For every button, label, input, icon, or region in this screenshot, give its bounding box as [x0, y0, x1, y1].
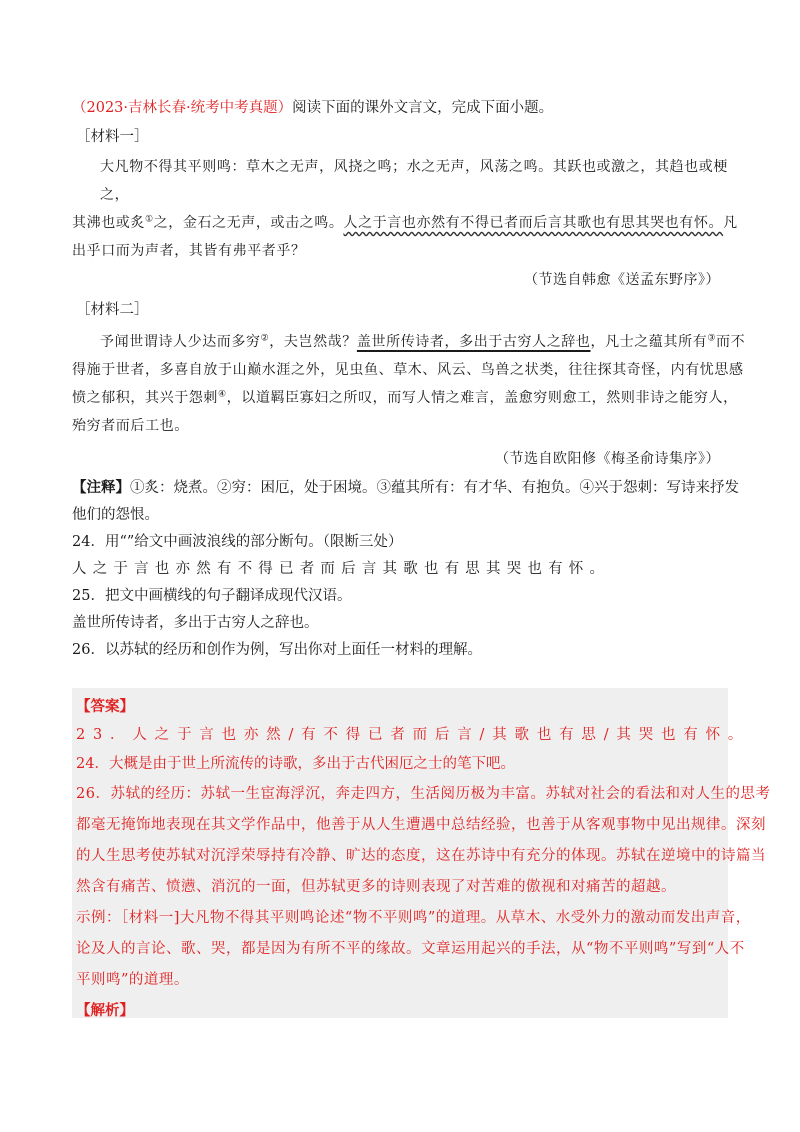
answer-26-line1: 26．苏轼的经历：苏轼一生宦海浮沉，奔走四方，生活阅历极为丰富。苏轼对社会的看法和对人生的思考: [76, 786, 771, 802]
example-line3: 平则鸣”的道理。: [76, 972, 189, 988]
question-25: 25．把文中画横线的句子翻译成现代汉语。: [72, 588, 352, 604]
text-span: ，凡士之蕴其所有: [590, 334, 708, 350]
answer-24: 24．大概是由于世上所流传的诗歌，多出于古代困厄之士的笔下吧。: [76, 756, 515, 772]
material1-label: ［材料一］: [76, 129, 149, 145]
material1-line1: 大凡物不得其平则鸣：草木之无声，风挠之鸣；水之无声，风荡之鸣。其跃也或激之，其趋也或梗之，: [100, 159, 728, 203]
answer-label: 【答案】: [76, 698, 134, 715]
material2-text: [72, 328, 746, 474]
answer-26-line3: 的人生思考使苏轼对沉浮荣辱持有冷静、旷达的态度，这在苏诗中有充分的体现。苏轼在逆境中的诗篇当: [76, 848, 766, 864]
footnote-1: ①: [145, 214, 154, 225]
material1-line3: 出乎口而为声者，其皆有弗平者乎？: [72, 243, 306, 259]
notes-text: ①炙：烧煮。②穷：困厄，处于困境。③蕴其所有：有才华、有抱负。④兴于怨刺：写诗来抒发: [130, 480, 739, 496]
example-line1: 示例：［材料一]大凡物不得其平则鸣论述“物不平则鸣”的道理。从草木、水受外力的激动而发出声音，: [76, 910, 751, 926]
material1-source: （节选自韩愈《送孟东野序》）: [524, 272, 720, 288]
question-24-text: 人之于言也亦然有不得已者而后言其歌也有思其哭也有怀。: [72, 561, 611, 577]
question-24: 24．用“”给文中画波浪线的部分断句。（限断三处）: [72, 534, 403, 550]
text-span: 其沸也或炙: [72, 215, 145, 231]
question-section: [72, 95, 746, 664]
question-26: 26．以苏轼的经历和创作为例，写出你对上面任一材料的理解。: [72, 642, 482, 658]
material2-line2: 得施于世者，多喜自放于山巅水涯之外，见虫鱼、草木、风云、鸟兽之状类，往往探其奇怪，内有忧思感: [72, 362, 744, 378]
analysis-label: 【解析】: [76, 1002, 134, 1019]
material1-line2: [72, 209, 738, 237]
text-span: 愤之郁积，其兴于怨刺: [72, 390, 218, 406]
notes-line2: 他们的怨恨。: [72, 507, 159, 523]
text-span: 之，金石之无声，或击之鸣。: [153, 215, 344, 231]
wavy-underlined-sentence: 人之于言也亦然有不得已者而后言其歌也有思其哭也有怀。: [343, 215, 724, 231]
underlined-sentence: 盖世所传诗者，多出于古穷人之辞也: [356, 334, 591, 350]
answer-26-line4: 然含有痛苦、愤懑、消沉的一面，但苏轼更多的诗则表现了对苦难的傲视和对痛苦的超越。: [76, 879, 676, 895]
material2-line3: [72, 384, 738, 412]
material2-label: ［材料二］: [76, 302, 149, 318]
instruction: 阅读下面的课外文言文，完成下面小题。: [292, 100, 554, 116]
example-line2: 论及人的言论、歌、哭，都是因为有所不平的缘故。文章运用起兴的手法，从“物不平则鸣”写到“人不: [76, 941, 745, 957]
question-25-text: 盖世所传诗者，多出于古穷人之辞也。: [72, 615, 319, 631]
text-span: 予闻世谓诗人少达而多穷: [100, 334, 261, 350]
material2-line1: [72, 328, 746, 356]
source-tag: （2023·吉林长春·统考中考真题）: [72, 100, 293, 116]
material2-line4: 殆穷者而后工也。: [72, 418, 189, 434]
footnote-3: ③: [707, 333, 716, 344]
footnote-2: ②: [260, 333, 270, 344]
text-span: 而不: [715, 334, 746, 350]
notes-line1: [72, 474, 739, 502]
notes-label: 【注释】: [72, 479, 130, 496]
footnote-4: ④: [218, 389, 227, 400]
text-span: 凡: [723, 215, 738, 231]
answer-26-line2: 都毫无掩饰地表现在其文学作品中，他善于从人生遭遇中总结经验，也善于从客观事物中见出规律。深刻: [76, 817, 766, 833]
answer-box: [72, 688, 771, 1019]
answer-23: 23．人之于言也亦然/有不得已者而后言/其歌也有思/其哭也有怀。: [76, 727, 751, 743]
material2-source: （节选自欧阳修《梅圣俞诗集序》）: [495, 451, 720, 467]
text-span: ，以道羁臣寡妇之所叹，而写人情之难言，盖愈穷则愈工，然则非诗之能穷人，: [226, 390, 738, 406]
question-header: [72, 95, 728, 122]
text-span: ，夫岂然哉？: [269, 334, 357, 350]
material1-text: [72, 153, 738, 295]
